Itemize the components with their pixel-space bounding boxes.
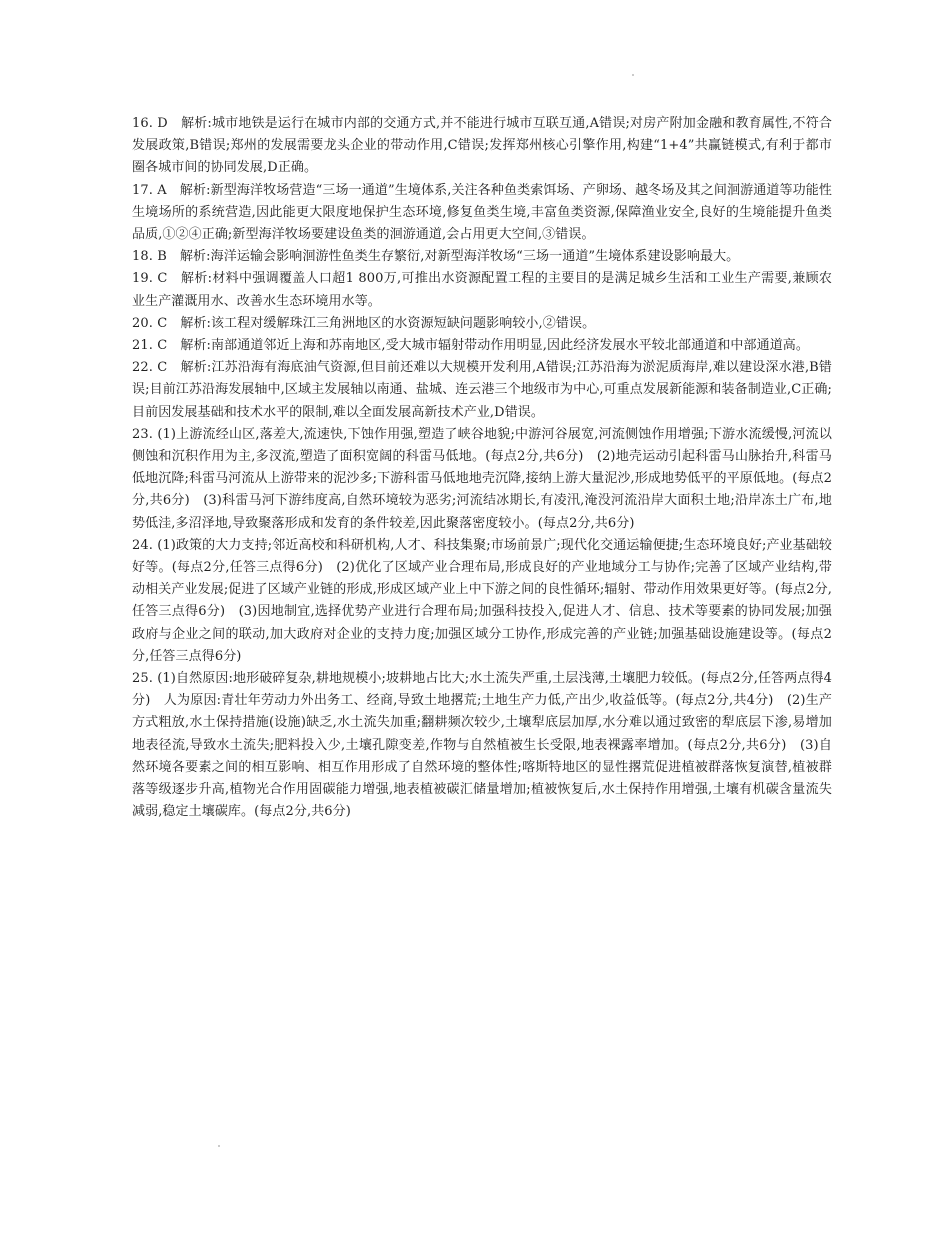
answer-key-body — [132, 113, 832, 824]
scan-mark-top — [632, 74, 634, 76]
answer-24: 24. (1)政策的大力支持;邻近高校和科研机构,人才、科技集聚;市场前景广;现代化交通运输便捷;生态环境良好;产业基础较好等。(每点2分,任答三点得6分) (2)优化了区域产业合理布局,形成良好的产业地域分工与协作;完善了区域产业结构,带动相关产业发展;促进了区域产业链的形成,形成区域产业上中下游之间的良性循环;辐射、带动作用效果更好等。(每点2分,任答三点得6分) (3)因地制宜,选择优势产业进行合理布局;加强科技投入,促进人才、信息、技术等要素的协同发展;加强政府与企业之间的联动,加大政府对企业的支持力度;加强区域分工协作,形成完善的产业链;加强基础设施建设等。(每点2分,任答三点得6分) — [132, 537, 832, 664]
answer-20: 20. C 解析:该工程对缓解珠江三角洲地区的水资源短缺问题影响较小,②错误。 — [132, 315, 596, 331]
answer-17: 17. A 解析:新型海洋牧场营造“三场一通道”生境体系,关注各种鱼类索饵场、产卵场、越冬场及其之间洄游通道等功能性生境场所的系统营造,因此能更大限度地保护生态环境,修复鱼类生境,丰富鱼类资源,保障渔业安全,良好的生境能提升鱼类品质,①②④正确;新型海洋牧场要建设鱼类的洄游通道,会占用更大空间,③错误。 — [132, 182, 832, 243]
scan-mark-bottom — [218, 1145, 220, 1147]
answer-16: 16. D 解析:城市地铁是运行在城市内部的交通方式,并不能进行城市互联互通,A错误;对房产附加金融和教育属性,不符合发展政策,B错误;郑州的发展需要龙头企业的带动作用,C错误;发挥郑州核心引擎作用,构建“1+4”共赢链模式,有利于都市圈各城市间的协同发展,D正确。 — [132, 116, 832, 176]
answer-25: 25. (1)自然原因:地形破碎复杂,耕地规模小;坡耕地占比大;水土流失严重,土层浅薄,土壤肥力较低。(每点2分,任答两点得4分) 人为原因:青壮年劳动力外出务工、经商,导致土地撂荒;土地生产力低,产出少,收益低等。(每点2分,共4分) (2)生产方式粗放,水土保持措施(设施)缺乏,水土流失加重;翻耕频次较少,土壤犁底层加厚,水分难以通过致密的犁底层下渗,易增加地表径流,导致水土流失;肥料投入少,土壤孔隙变差,作物与自然植被生长受限,地表裸露率增加。(每点2分,共6分) (3)自然环境各要素之间的相互影响、相互作用形成了自然环境的整体性;喀斯特地区的显性撂荒促进植被群落恢复演替,植被群落等级逐步升高,植物光合作用固碳能力增强,地表植被碳汇储量增加;植被恢复后,水土保持作用增强,土壤有机碳含量流失减弱,稳定土壤碳库。(每点2分,共6分) — [132, 671, 832, 820]
answer-22: 22. C 解析:江苏沿海有海底油气资源,但目前还难以大规模开发利用,A错误;江苏沿海为淤泥质海岸,难以建设深水港,B错误;目前江苏沿海发展轴中,区域主发展轴以南通、盐城、连云港三个地级市为中心,可重点发展新能源和装备制造业,C正确;目前因发展基础和技术水平的限制,难以全面发展高新技术产业,D错误。 — [132, 360, 832, 420]
answer-19: 19. C 解析:材料中强调覆盖人口超1 800万,可推出水资源配置工程的主要目的是满足城乡生活和工业生产需要,兼顾农业生产灌溉用水、改善水生态环境用水等。 — [132, 271, 832, 309]
answer-21: 21. C 解析:南部通道邻近上海和苏南地区,受大城市辐射带动作用明显,因此经济发展水平较北部通道和中部通道高。 — [132, 338, 809, 354]
answer-23: 23. (1)上游流经山区,落差大,流速快,下蚀作用强,塑造了峡谷地貌;中游河谷展宽,河流侧蚀作用增强;下游水流缓慢,河流以侧蚀和沉积作用为主,多汊流,塑造了面积宽阔的科雷马低地。(每点2分,共6分) (2)地壳运动引起科雷马山脉抬升,科雷马低地沉降;科雷马河流从上游带来的泥沙多;下游科雷马低地地壳沉降,接纳上游大量泥沙,形成地势低平的平原低地。(每点2分,共6分) (3)科雷马河下游纬度高,自然环境较为恶劣;河流结冰期长,有凌汛,淹没河流沿岸大面积土地;沿岸冻土广布,地势低洼,多沼泽地,导致聚落形成和发育的条件较差,因此聚落密度较小。(每点2分,共6分) — [132, 426, 832, 531]
answer-18: 18. B 解析:海洋运输会影响洄游性鱼类生存繁衍,对新型海洋牧场“三场一通道”生境体系建设影响最大。 — [132, 249, 740, 265]
